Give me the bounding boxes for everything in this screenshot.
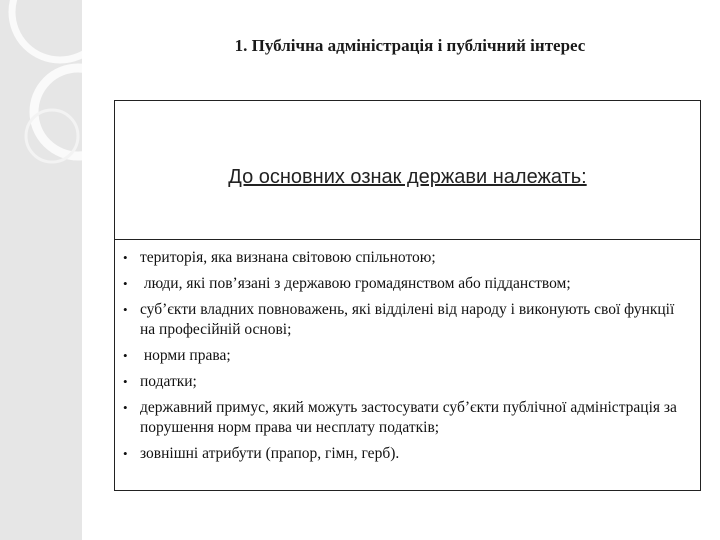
table-header-text: До основних ознак держави належать: bbox=[228, 165, 587, 188]
bullet-icon: • bbox=[123, 302, 128, 317]
list-item-text: податки; bbox=[140, 373, 197, 390]
list-item bbox=[123, 248, 692, 268]
slide-title: 1. Публічна адміністрація і публічний інтерес bbox=[234, 36, 586, 55]
list-item bbox=[123, 274, 692, 294]
bullet-icon: • bbox=[123, 446, 128, 461]
list-item-text: норми права; bbox=[140, 347, 231, 364]
bullet-icon: • bbox=[123, 250, 128, 265]
content-table bbox=[114, 100, 701, 491]
list-item-text: територія, яка визнана світовою спільнотою; bbox=[140, 249, 436, 266]
list-item bbox=[123, 444, 692, 464]
list-item bbox=[123, 372, 692, 392]
bullet-icon: • bbox=[123, 400, 128, 415]
bullet-icon: • bbox=[123, 374, 128, 389]
list-item bbox=[123, 398, 692, 438]
list-item bbox=[123, 300, 692, 340]
decorative-side-band bbox=[0, 0, 82, 540]
bullet-icon: • bbox=[123, 348, 128, 363]
list-item-text: зовнішні атрибути (прапор, гімн, герб). bbox=[140, 445, 400, 462]
bullet-list bbox=[115, 240, 700, 464]
list-item-text: державний примус, який можуть застосувати суб’єкти публічної адміністрація за порушення норм права чи несплату податків; bbox=[140, 399, 677, 436]
decorative-circle-small bbox=[26, 110, 78, 162]
bullet-icon: • bbox=[123, 276, 128, 291]
decorative-circles bbox=[0, 0, 82, 540]
table-header bbox=[115, 101, 700, 240]
list-item-text: суб’єкти владних повноважень, які відділені від народу і виконують свої функції на професійній основі; bbox=[140, 301, 675, 338]
list-item bbox=[123, 346, 692, 366]
list-item-text: люди, які пов’язані з державою громадянством або підданством; bbox=[140, 275, 571, 292]
decorative-circle-top bbox=[12, 0, 82, 60]
